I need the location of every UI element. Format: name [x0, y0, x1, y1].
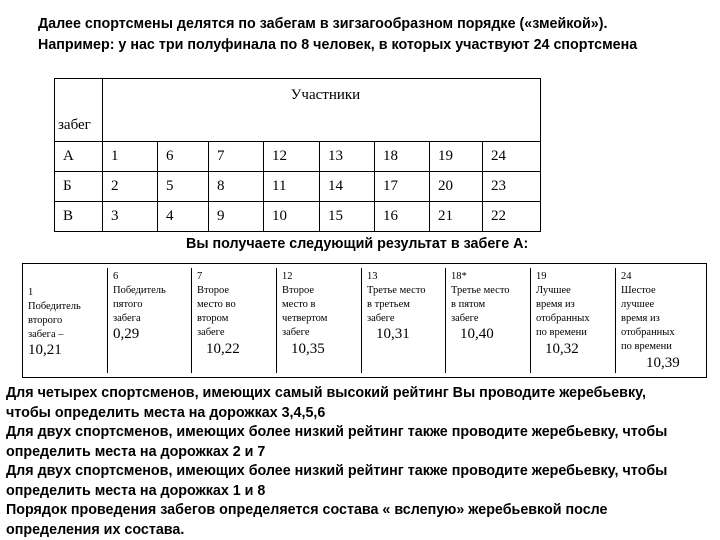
participants-header: Участники [103, 79, 541, 142]
heat-column-header: забег [55, 79, 103, 142]
table-cell: 1 [103, 142, 158, 172]
heat-label: В [55, 202, 103, 232]
slot-text: Лучшее [536, 285, 571, 296]
table-cell: 20 [430, 172, 483, 202]
slot-text: Второе [282, 285, 314, 296]
slot-text: по времени [621, 341, 672, 352]
slot-text: Шестое [621, 285, 656, 296]
slot-text: место в [282, 299, 316, 310]
table-cell: 21 [430, 202, 483, 232]
slot-text: Третье место [451, 285, 510, 296]
slot-number: 6 [113, 271, 119, 282]
table-cell: 15 [320, 202, 375, 232]
slot-text: отобранных [536, 313, 590, 324]
table-cell: 7 [209, 142, 264, 172]
instruction-line: чтобы определить места на дорожках 3,4,5,6 [6, 404, 326, 421]
instruction-line: Для двух спортсменов, имеющих более низкий рейтинг также проводите жеребьевку, чтобы [6, 463, 668, 479]
slot-text: по времени [536, 327, 587, 338]
slot-divider [276, 268, 277, 373]
slot-divider [445, 268, 446, 373]
slot-text: в третьем [367, 299, 410, 310]
lineup-slot [531, 264, 616, 377]
slot-time: 10,35 [291, 341, 325, 357]
table-cell: 16 [375, 202, 430, 232]
lineup-slot [192, 264, 277, 377]
slot-text: в пятом [451, 299, 486, 310]
slot-divider [530, 268, 531, 373]
result-title: Вы получаете следующий результат в забеге А: [186, 236, 529, 252]
slot-number: 24 [621, 271, 632, 282]
table-cell: 12 [264, 142, 320, 172]
slot-divider [191, 268, 192, 373]
slot-text: забега – [28, 329, 64, 340]
slot-divider [615, 268, 616, 373]
table-cell: 24 [483, 142, 541, 172]
slot-time: 10,39 [646, 355, 680, 371]
table-row [55, 202, 541, 232]
table-cell: 13 [320, 142, 375, 172]
intro-line-2: Например: у нас три полуфинала по 8 человек, в которых участвуют 24 спортсмена [38, 37, 638, 53]
slot-text: Победитель [28, 301, 81, 312]
table-cell: 11 [264, 172, 320, 202]
table-cell: 14 [320, 172, 375, 202]
table-cell: 8 [209, 172, 264, 202]
slot-number: 7 [197, 271, 203, 282]
table-cell: 23 [483, 172, 541, 202]
slot-text: Третье место [367, 285, 426, 296]
slot-time: 10,21 [28, 342, 62, 358]
instruction-line: Для двух спортсменов, имеющих более низкий рейтинг также проводите жеребьевку, чтобы [6, 424, 668, 440]
slot-text: второго [28, 315, 63, 326]
table-header-row [55, 79, 541, 142]
table-cell: 19 [430, 142, 483, 172]
slot-text: забеге [197, 327, 225, 338]
slot-text: лучшее [621, 299, 655, 310]
slot-number: 19 [536, 271, 547, 282]
slot-time: 10,31 [376, 326, 410, 342]
slot-number: 12 [282, 271, 293, 282]
slot-number: 18* [451, 271, 467, 282]
heats-table [54, 78, 541, 232]
lineup-slot [108, 264, 192, 377]
heat-label: А [55, 142, 103, 172]
table-cell: 3 [103, 202, 158, 232]
slot-text: время из [536, 299, 575, 310]
slot-text: забеге [451, 313, 479, 324]
slot-time: 10,40 [460, 326, 494, 342]
slot-divider [107, 268, 108, 373]
table-cell: 18 [375, 142, 430, 172]
slot-time: 0,29 [113, 326, 140, 342]
slot-number: 13 [367, 271, 378, 282]
table-row [55, 172, 541, 202]
intro-text [38, 14, 718, 56]
slot-text: забега [113, 313, 141, 324]
table-cell: 5 [158, 172, 209, 202]
instruction-line: определить места на дорожках 1 и 8 [6, 482, 266, 499]
slot-text: место во [197, 299, 236, 310]
table-cell: 2 [103, 172, 158, 202]
slot-text: Второе [197, 285, 229, 296]
heat-a-lineup [22, 263, 707, 378]
table-cell: 17 [375, 172, 430, 202]
slot-text: пятого [113, 299, 143, 310]
lineup-slot [23, 264, 108, 377]
slot-text: четвертом [282, 313, 328, 324]
table-cell: 10 [264, 202, 320, 232]
slot-number: 1 [28, 287, 34, 298]
table-cell: 22 [483, 202, 541, 232]
table-cell: 6 [158, 142, 209, 172]
instruction-line: Порядок проведения забегов определяется состава « вслепую» жеребьевкой после [6, 502, 608, 518]
instruction-line: определения их состава. [6, 521, 185, 538]
slot-text: отобранных [621, 327, 675, 338]
lineup-slot [362, 264, 446, 377]
slot-time: 10,32 [545, 341, 579, 357]
instruction-line: Для четырех спортсменов, имеющих самый высокий рейтинг Вы проводите жеребьевку, [6, 385, 646, 401]
lineup-slot [446, 264, 531, 377]
intro-line-1: Далее спортсмены делятся по забегам в зигзагообразном порядке («змейкой»). [38, 16, 608, 32]
table-cell: 4 [158, 202, 209, 232]
lineup-slot [277, 264, 362, 377]
instructions-text [6, 384, 716, 540]
table-cell: 9 [209, 202, 264, 232]
slot-time: 10,22 [206, 341, 240, 357]
instruction-line: определить места на дорожках 2 и 7 [6, 443, 266, 460]
slot-text: Победитель [113, 285, 166, 296]
slot-text: забеге [282, 327, 310, 338]
slot-text: забеге [367, 313, 395, 324]
slot-text: втором [197, 313, 229, 324]
heat-label: Б [55, 172, 103, 202]
slot-divider [361, 268, 362, 373]
table-row [55, 142, 541, 172]
lineup-slot [616, 264, 706, 377]
slot-text: время из [621, 313, 660, 324]
